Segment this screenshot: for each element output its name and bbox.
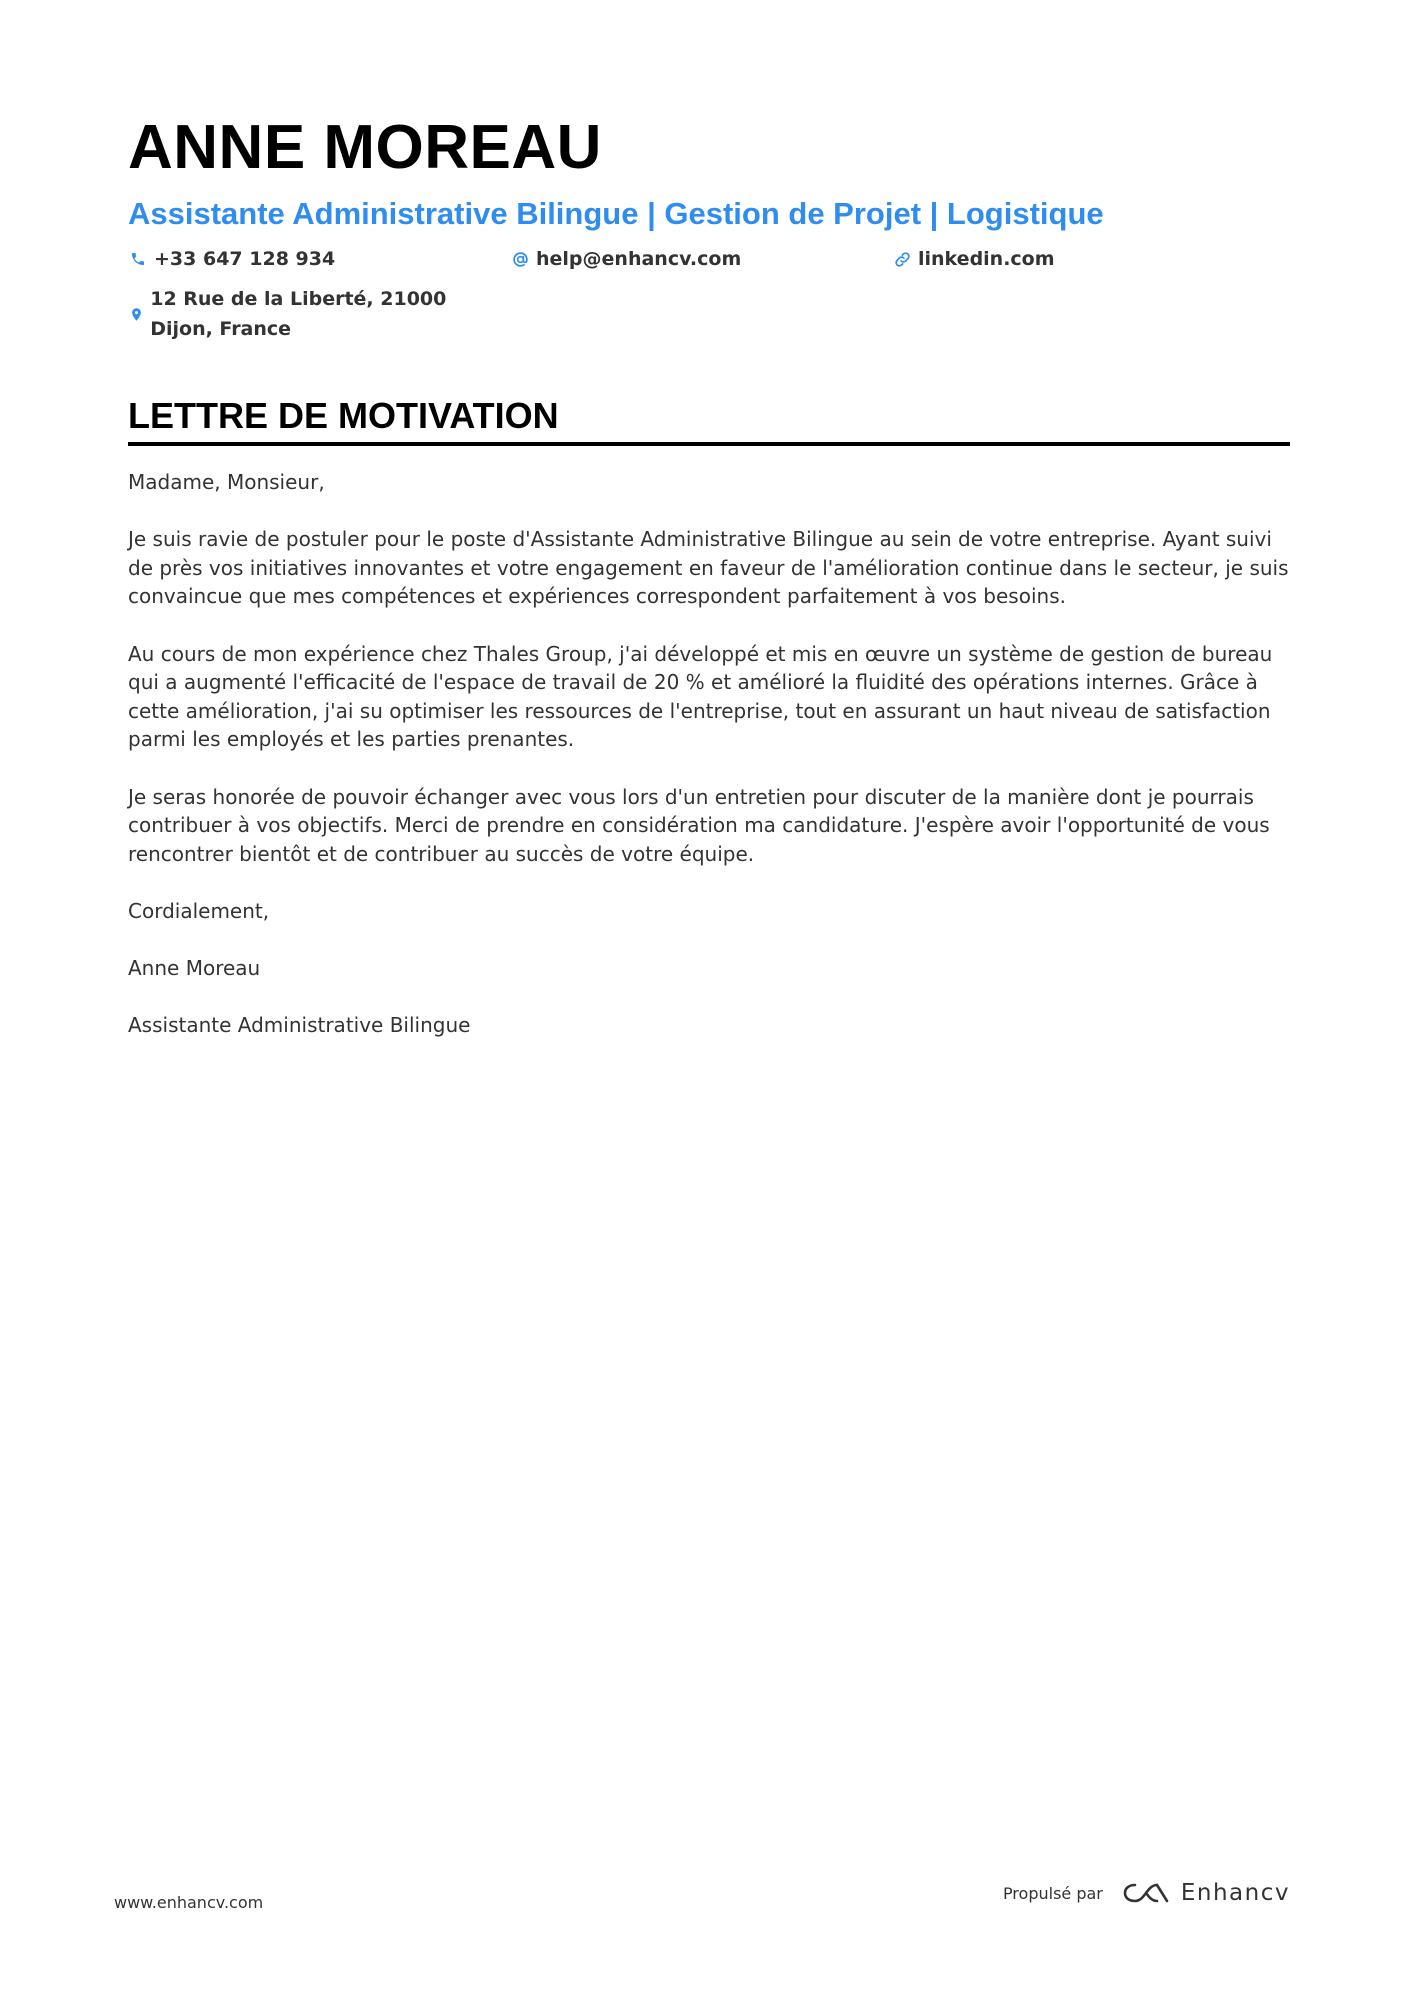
contact-info — [128, 244, 1288, 344]
candidate-subtitle: Assistante Administrative Bilingue | Gestion de Projet | Logistique — [128, 196, 1104, 231]
contact-phone[interactable] — [128, 244, 510, 274]
linkedin-text: linkedin.com — [918, 248, 1055, 270]
contact-address — [128, 284, 510, 344]
letter-paragraph: Je suis ravie de postuler pour le poste d'Assistante Administrative Bilingue au sein de votre entreprise. Ayant suivi de près vos initiatives innovantes et votre engagement en faveur de l'amélioration continue dans le secteur, je suis convaincue que mes compétences et expériences correspondent parfaitement à vos besoins. — [128, 527, 1289, 609]
letter-paragraph: Au cours de mon expérience chez Thales Group, j'ai développé et mis en œuvre un système de gestion de bureau qui a augmenté l'efficacité de l'espace de travail de 20 % et amélioré la fluidité des opérations internes. Grâce à cette amélioration, j'ai su optimiser les ressources de l'entreprise, tout en assurant un haut niveau de satisfaction parmi les employés et les parties prenantes. — [128, 641, 1273, 752]
header — [128, 108, 1288, 344]
section-divider — [128, 442, 1290, 446]
section-title: LETTRE DE MOTIVATION — [128, 395, 559, 436]
letter-body — [128, 468, 1290, 1040]
letter-salutation: Madame, Monsieur, — [128, 470, 325, 494]
phone-icon — [128, 249, 148, 269]
email-text: help@enhancv.com — [536, 248, 742, 270]
brand-name: Enhancv — [1180, 1880, 1290, 1906]
footer-branding — [1003, 1880, 1290, 1906]
enhancv-logo[interactable] — [1123, 1880, 1290, 1906]
enhancv-logo-icon — [1123, 1881, 1169, 1905]
signature-name: Anne Moreau — [128, 956, 261, 981]
contact-linkedin[interactable] — [892, 244, 1274, 274]
cover-letter-section — [128, 392, 1290, 1068]
link-icon — [892, 249, 912, 269]
candidate-name: ANNE MOREAU — [128, 113, 602, 182]
contact-email[interactable] — [510, 244, 892, 274]
location-pin-icon — [128, 304, 144, 324]
footer-website[interactable]: www.enhancv.com — [114, 1893, 264, 1912]
signature-title: Assistante Administrative Bilingue — [128, 1013, 471, 1038]
at-sign-icon — [510, 249, 530, 269]
powered-by-label: Propulsé par — [1002, 1883, 1103, 1903]
letter-paragraph: Je seras honorée de pouvoir échanger avec vous lors d'un entretien pour discuter de la manière dont je pourrais contribuer à vos objectifs. Merci de prendre en considération ma candidature. J'espère avoir l'opportunité de vous rencontrer bientôt et de contribuer au succès de votre équipe. — [128, 784, 1270, 866]
address-text: 12 Rue de la Liberté, 21000 Dijon, France — [150, 288, 447, 340]
phone-text: +33 647 128 934 — [154, 248, 336, 270]
letter-closing: Cordialement, — [128, 898, 270, 923]
